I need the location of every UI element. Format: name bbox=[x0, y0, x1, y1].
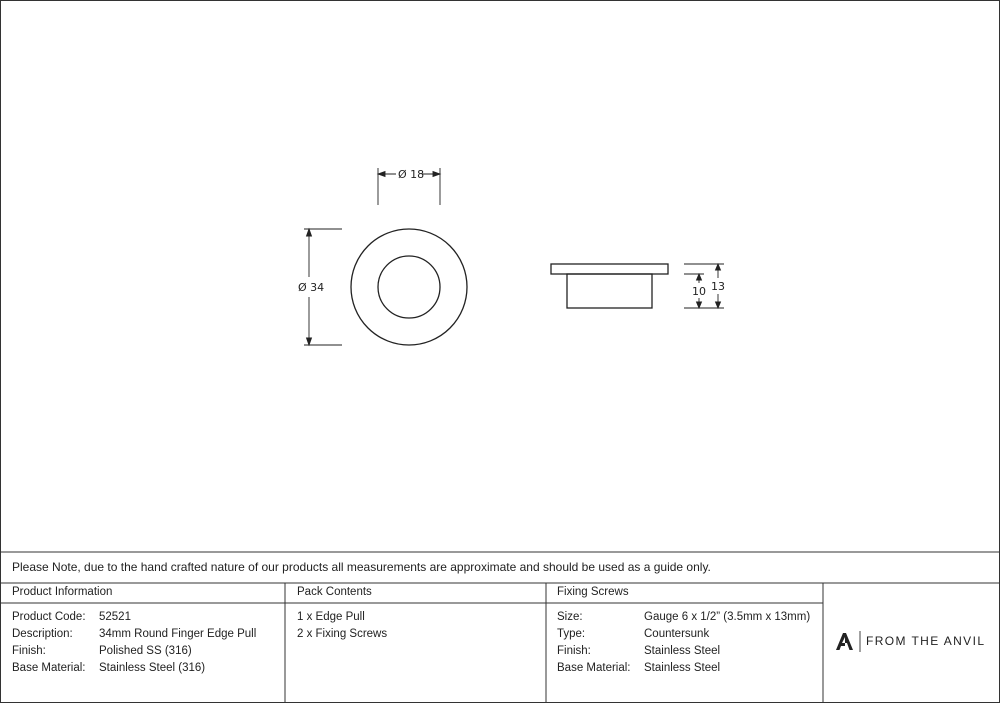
base-material-value: Stainless Steel (316) bbox=[99, 662, 206, 674]
total-height-label: 13 bbox=[711, 280, 725, 293]
screw-size-value: Gauge 6 x 1/2” (3.5mm x 13mm) bbox=[644, 611, 811, 623]
body bbox=[567, 274, 652, 308]
screw-finish-value: Stainless Steel bbox=[644, 645, 721, 657]
screw-type-value: Countersunk bbox=[644, 628, 710, 640]
fixing-screws-header: Fixing Screws bbox=[557, 586, 629, 598]
anvil-a-logo-icon bbox=[836, 631, 860, 652]
screw-size-label: Size: bbox=[557, 611, 583, 623]
pack-item: 1 x Edge Pull bbox=[297, 611, 365, 623]
description-value: 34mm Round Finger Edge Pull bbox=[99, 628, 257, 640]
disclaimer-note: Please Note, due to the hand crafted nature of our products all measurements are approximate and should be used as a guide only. bbox=[12, 560, 711, 574]
pack-contents-header: Pack Contents bbox=[297, 586, 372, 598]
outer-diameter-label: Ø 34 bbox=[298, 281, 325, 294]
body-height-label: 10 bbox=[692, 285, 706, 298]
finish-label: Finish: bbox=[12, 645, 46, 657]
flange bbox=[551, 264, 668, 274]
screw-type-label: Type: bbox=[557, 628, 586, 640]
base-material-label: Base Material: bbox=[12, 662, 86, 674]
description-label: Description: bbox=[12, 628, 73, 640]
product-information-header: Product Information bbox=[12, 586, 113, 598]
inner-diameter-label: Ø 18 bbox=[398, 168, 425, 181]
screw-finish-label: Finish: bbox=[557, 645, 591, 657]
outer-circle bbox=[351, 229, 467, 345]
screw-base-material-label: Base Material: bbox=[557, 662, 631, 674]
pack-item: 2 x Fixing Screws bbox=[297, 628, 388, 640]
finish-value: Polished SS (316) bbox=[99, 645, 192, 657]
screw-base-material-value: Stainless Steel bbox=[644, 662, 721, 674]
top-view bbox=[304, 168, 467, 345]
inner-circle bbox=[378, 256, 440, 318]
product-code-label: Product Code: bbox=[12, 611, 86, 623]
brand-name: FROM THE ANVIL bbox=[866, 634, 986, 648]
product-code-value: 52521 bbox=[99, 611, 131, 623]
